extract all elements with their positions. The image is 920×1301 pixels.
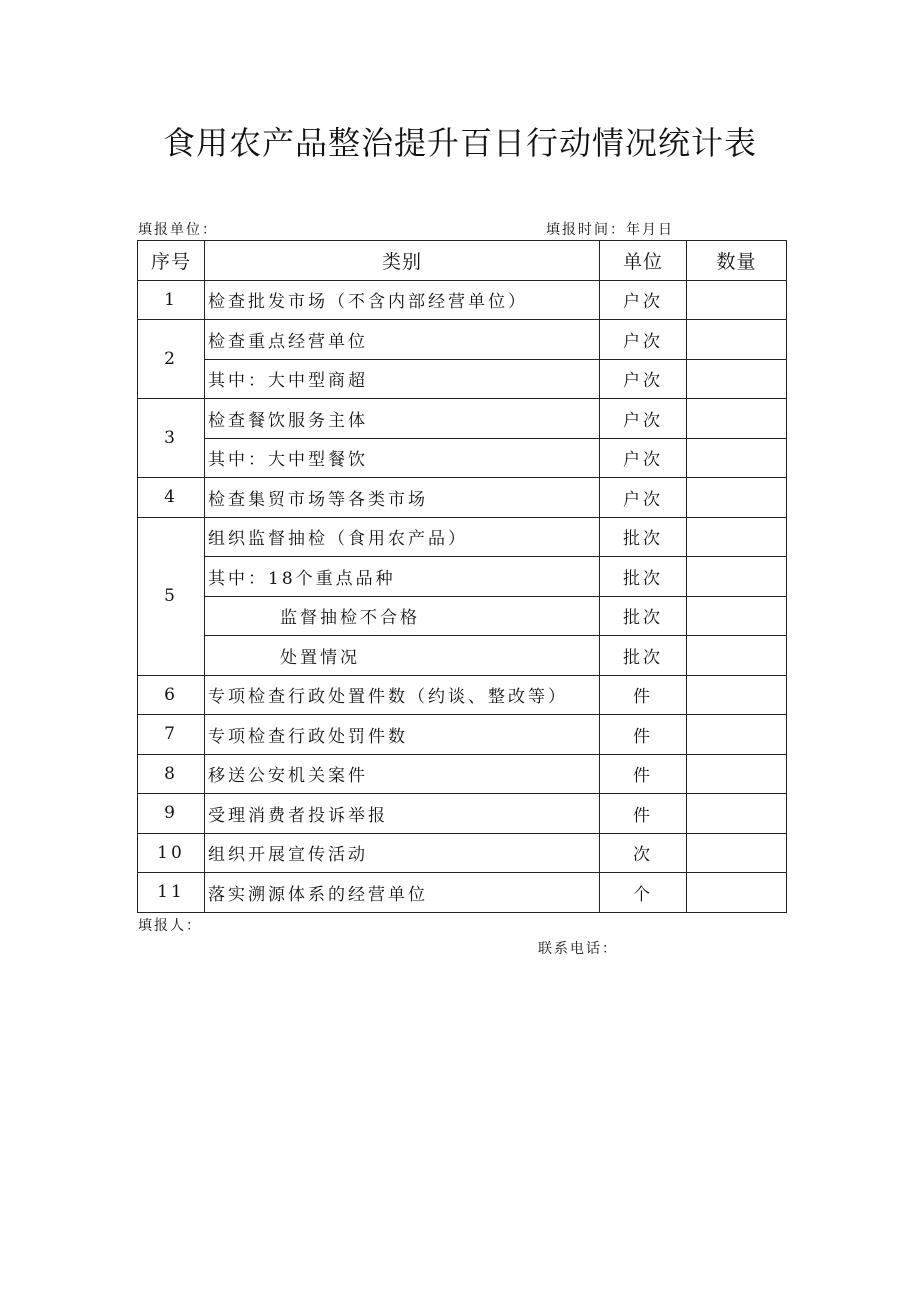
quantity-cell[interactable] <box>687 675 787 715</box>
row-unit: 批次 <box>600 517 687 557</box>
row-unit: 户次 <box>600 438 687 478</box>
contact-phone-label: 联系电话： <box>538 941 618 957</box>
statistics-table <box>137 240 787 913</box>
row-category: 受理消费者投诉举报 <box>205 794 600 834</box>
row-number: 9 <box>138 794 205 834</box>
quantity-cell[interactable] <box>687 399 787 439</box>
reporting-time-label: 填报时间：年月日 <box>546 222 674 238</box>
row-number: 10 <box>138 833 205 873</box>
table-row <box>138 636 787 676</box>
row-unit: 次 <box>600 833 687 873</box>
row-unit: 户次 <box>600 399 687 439</box>
row-category: 检查集贸市场等各类市场 <box>205 478 600 518</box>
table-row <box>138 280 787 320</box>
row-unit: 件 <box>600 754 687 794</box>
table-row <box>138 833 787 873</box>
table-row <box>138 794 787 834</box>
row-unit: 户次 <box>600 280 687 320</box>
table-row <box>138 399 787 439</box>
row-number: 5 <box>138 517 205 675</box>
table-row <box>138 438 787 478</box>
row-unit: 件 <box>600 675 687 715</box>
row-unit: 户次 <box>600 359 687 399</box>
table-row <box>138 478 787 518</box>
row-number: 11 <box>138 873 205 913</box>
quantity-cell[interactable] <box>687 596 787 636</box>
table-row <box>138 754 787 794</box>
quantity-cell[interactable] <box>687 833 787 873</box>
quantity-cell[interactable] <box>687 320 787 360</box>
row-category: 监督抽检不合格 <box>205 596 600 636</box>
row-category: 专项检查行政处置件数（约谈、整改等） <box>205 675 600 715</box>
row-unit: 个 <box>600 873 687 913</box>
row-category: 其中：大中型商超 <box>205 359 600 399</box>
quantity-cell[interactable] <box>687 557 787 597</box>
row-number: 3 <box>138 399 205 478</box>
column-header-no: 序号 <box>138 241 205 281</box>
row-unit: 户次 <box>600 320 687 360</box>
row-category: 处置情况 <box>205 636 600 676</box>
quantity-cell[interactable] <box>687 794 787 834</box>
column-header-unit: 单位 <box>600 241 687 281</box>
row-unit: 件 <box>600 715 687 755</box>
row-unit: 件 <box>600 794 687 834</box>
row-unit: 批次 <box>600 636 687 676</box>
row-number: 1 <box>138 280 205 320</box>
table-row <box>138 675 787 715</box>
row-category: 检查重点经营单位 <box>205 320 600 360</box>
quantity-cell[interactable] <box>687 438 787 478</box>
table-row <box>138 320 787 360</box>
table-row <box>138 873 787 913</box>
quantity-cell[interactable] <box>687 280 787 320</box>
quantity-cell[interactable] <box>687 478 787 518</box>
row-unit: 户次 <box>600 478 687 518</box>
quantity-cell[interactable] <box>687 715 787 755</box>
column-header-quantity: 数量 <box>687 241 787 281</box>
row-category: 其中：大中型餐饮 <box>205 438 600 478</box>
row-category: 其中：18个重点品种 <box>205 557 600 597</box>
quantity-cell[interactable] <box>687 359 787 399</box>
row-unit: 批次 <box>600 557 687 597</box>
column-header-category: 类别 <box>205 241 600 281</box>
table-row <box>138 557 787 597</box>
table-row <box>138 359 787 399</box>
table-row <box>138 517 787 557</box>
row-number: 8 <box>138 754 205 794</box>
row-category: 检查批发市场（不含内部经营单位） <box>205 280 600 320</box>
row-category: 检查餐饮服务主体 <box>205 399 600 439</box>
row-number: 2 <box>138 320 205 399</box>
page-title: 食用农产品整治提升百日行动情况统计表 <box>162 124 757 162</box>
quantity-cell[interactable] <box>687 517 787 557</box>
row-category: 组织开展宣传活动 <box>205 833 600 873</box>
quantity-cell[interactable] <box>687 873 787 913</box>
row-number: 4 <box>138 478 205 518</box>
row-category: 专项检查行政处罚件数 <box>205 715 600 755</box>
table-header-row <box>138 241 787 281</box>
row-unit: 批次 <box>600 596 687 636</box>
table-row <box>138 715 787 755</box>
filler-label: 填报人： <box>138 918 202 934</box>
row-number: 6 <box>138 675 205 715</box>
quantity-cell[interactable] <box>687 754 787 794</box>
reporting-unit-label: 填报单位： <box>138 222 218 238</box>
row-number: 7 <box>138 715 205 755</box>
table-row <box>138 596 787 636</box>
quantity-cell[interactable] <box>687 636 787 676</box>
row-category: 落实溯源体系的经营单位 <box>205 873 600 913</box>
row-category: 移送公安机关案件 <box>205 754 600 794</box>
row-category: 组织监督抽检（食用农产品） <box>205 517 600 557</box>
